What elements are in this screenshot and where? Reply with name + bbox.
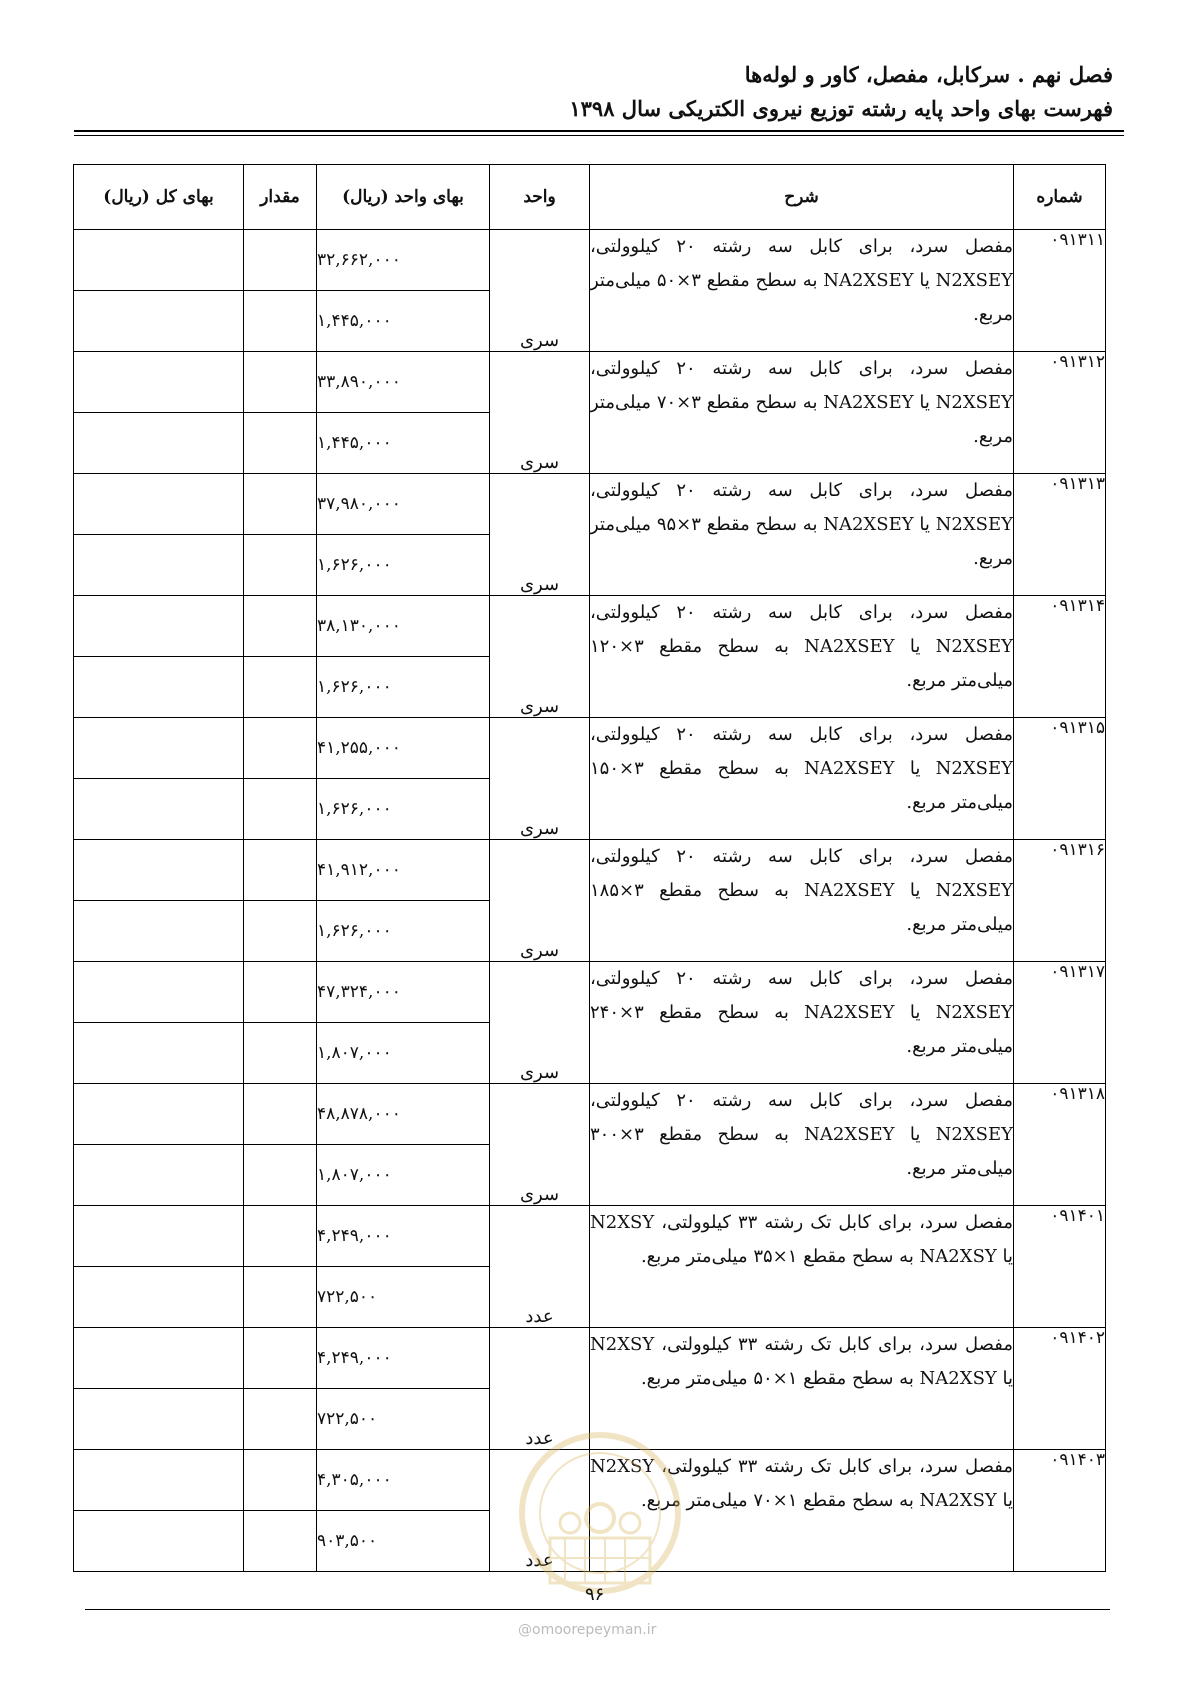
item-quantity-cell: [244, 779, 317, 840]
item-unit-price-secondary: ۷۲۲,۵۰۰: [317, 1389, 490, 1450]
item-unit: عدد: [490, 1450, 590, 1572]
item-code: ۰۹۱۳۱۷: [1014, 962, 1106, 1084]
item-unit-price-primary: ۴۸,۸۷۸,۰۰۰: [317, 1084, 490, 1145]
item-quantity-cell: [244, 1084, 317, 1145]
item-quantity-cell: [244, 840, 317, 901]
header-desc: شرح: [590, 165, 1014, 230]
item-quantity-cell: [244, 1328, 317, 1389]
item-unit-price-secondary: ۱,۴۴۵,۰۰۰: [317, 291, 490, 352]
item-description: مفصل سرد، برای کابل سه رشته ۲۰ کیلوولتی، N2XSEY یا NA2XSEY به سطح مقطع ۳×۹۵ میلی‌متر مربع.: [590, 474, 1014, 596]
item-unit: سری: [490, 718, 590, 840]
item-total-cell: [74, 1206, 244, 1267]
item-unit: سری: [490, 1084, 590, 1206]
document-subtitle: فهرست بهای واحد پایه رشته توزیع نیروی الکتریکی سال ۱۳۹۸: [569, 96, 1113, 121]
item-unit-price-primary: ۴,۲۴۹,۰۰۰: [317, 1328, 490, 1389]
item-description: مفصل سرد، برای کابل سه رشته ۲۰ کیلوولتی، N2XSEY یا NA2XSEY به سطح مقطع ۳×۱۵۰ میلی‌متر مربع.: [590, 718, 1014, 840]
table-body: [74, 230, 1106, 1572]
table-row: [74, 840, 1106, 901]
table-row: [74, 474, 1106, 535]
table-row: [74, 230, 1106, 291]
item-quantity-cell: [244, 1389, 317, 1450]
item-description: مفصل سرد، برای کابل سه رشته ۲۰ کیلوولتی، N2XSEY یا NA2XSEY به سطح مقطع ۳×۳۰۰ میلی‌متر مربع.: [590, 1084, 1014, 1206]
item-unit-price-primary: ۴۱,۲۵۵,۰۰۰: [317, 718, 490, 779]
table-header-row: [74, 165, 1106, 230]
item-code: ۰۹۱۴۰۲: [1014, 1328, 1106, 1450]
item-quantity-cell: [244, 1145, 317, 1206]
item-code: ۰۹۱۳۱۸: [1014, 1084, 1106, 1206]
item-description: مفصل سرد، برای کابل سه رشته ۲۰ کیلوولتی، N2XSEY یا NA2XSEY به سطح مقطع ۳×۷۰ میلی‌متر مربع.: [590, 352, 1014, 474]
item-description: مفصل سرد، برای کابل سه رشته ۲۰ کیلوولتی، N2XSEY یا NA2XSEY به سطح مقطع ۳×۱۲۰ میلی‌متر مربع.: [590, 596, 1014, 718]
item-quantity-cell: [244, 1450, 317, 1511]
item-code: ۰۹۱۳۱۴: [1014, 596, 1106, 718]
item-quantity-cell: [244, 352, 317, 413]
table-row: [74, 1206, 1106, 1267]
item-total-cell: [74, 1023, 244, 1084]
item-code: ۰۹۱۳۱۳: [1014, 474, 1106, 596]
price-table: [73, 164, 1106, 1572]
table-row: [74, 1328, 1106, 1389]
item-unit-price-primary: ۴۱,۹۱۲,۰۰۰: [317, 840, 490, 901]
item-total-cell: [74, 1267, 244, 1328]
item-total-cell: [74, 596, 244, 657]
item-unit: عدد: [490, 1206, 590, 1328]
item-unit-price-primary: ۴,۲۴۹,۰۰۰: [317, 1206, 490, 1267]
item-unit: سری: [490, 474, 590, 596]
item-total-cell: [74, 413, 244, 474]
footer-rule: [85, 1609, 1110, 1610]
item-total-cell: [74, 1145, 244, 1206]
item-total-cell: [74, 962, 244, 1023]
item-unit: سری: [490, 352, 590, 474]
item-quantity-cell: [244, 657, 317, 718]
table-row: [74, 718, 1106, 779]
item-description: مفصل سرد، برای کابل سه رشته ۲۰ کیلوولتی، N2XSEY یا NA2XSEY به سطح مقطع ۳×۲۴۰ میلی‌متر مربع.: [590, 962, 1014, 1084]
item-code: ۰۹۱۳۱۱: [1014, 230, 1106, 352]
item-unit-price-secondary: ۱,۶۲۶,۰۰۰: [317, 901, 490, 962]
item-unit-price-primary: ۳۲,۶۶۲,۰۰۰: [317, 230, 490, 291]
item-unit-price-primary: ۳۸,۱۳۰,۰۰۰: [317, 596, 490, 657]
item-total-cell: [74, 535, 244, 596]
header-total-price: بهای کل (ریال): [74, 165, 244, 230]
item-unit-price-primary: ۴۷,۳۲۴,۰۰۰: [317, 962, 490, 1023]
item-total-cell: [74, 1511, 244, 1572]
item-total-cell: [74, 901, 244, 962]
item-unit-price-primary: ۳۳,۸۹۰,۰۰۰: [317, 352, 490, 413]
item-quantity-cell: [244, 230, 317, 291]
header-quantity: مقدار: [244, 165, 317, 230]
table-row: [74, 352, 1106, 413]
header-unit-price: بهای واحد (ریال): [317, 165, 490, 230]
site-watermark: @omoorepeyman.ir: [518, 1622, 657, 1638]
item-quantity-cell: [244, 1267, 317, 1328]
item-total-cell: [74, 1450, 244, 1511]
item-code: ۰۹۱۴۰۱: [1014, 1206, 1106, 1328]
item-total-cell: [74, 718, 244, 779]
page-number: ۹۶: [585, 1584, 605, 1605]
item-description: مفصل سرد، برای کابل تک رشته ۳۳ کیلوولتی، N2XSY یا NA2XSY به سطح مقطع ۱×۷۰ میلی‌متر مربع.: [590, 1450, 1014, 1572]
item-total-cell: [74, 840, 244, 901]
item-unit: عدد: [490, 1328, 590, 1450]
item-description: مفصل سرد، برای کابل سه رشته ۲۰ کیلوولتی، N2XSEY یا NA2XSEY به سطح مقطع ۳×۵۰ میلی‌متر مربع.: [590, 230, 1014, 352]
item-unit-price-secondary: ۱,۶۲۶,۰۰۰: [317, 657, 490, 718]
item-quantity-cell: [244, 1206, 317, 1267]
item-total-cell: [74, 779, 244, 840]
table-row: [74, 962, 1106, 1023]
item-quantity-cell: [244, 962, 317, 1023]
item-description: مفصل سرد، برای کابل سه رشته ۲۰ کیلوولتی، N2XSEY یا NA2XSEY به سطح مقطع ۳×۱۸۵ میلی‌متر مربع.: [590, 840, 1014, 962]
item-description: مفصل سرد، برای کابل تک رشته ۳۳ کیلوولتی، N2XSY یا NA2XSY به سطح مقطع ۱×۵۰ میلی‌متر مربع.: [590, 1328, 1014, 1450]
item-unit-price-secondary: ۷۲۲,۵۰۰: [317, 1267, 490, 1328]
item-total-cell: [74, 1389, 244, 1450]
item-unit-price-secondary: ۹۰۳,۵۰۰: [317, 1511, 490, 1572]
item-total-cell: [74, 352, 244, 413]
item-unit-price-secondary: ۱,۶۲۶,۰۰۰: [317, 779, 490, 840]
item-total-cell: [74, 657, 244, 718]
item-unit-price-secondary: ۱,۴۴۵,۰۰۰: [317, 413, 490, 474]
chapter-title: فصل نهم . سرکابل، مفصل، کاور و لوله‌ها: [744, 62, 1113, 87]
item-quantity-cell: [244, 596, 317, 657]
page-header: [73, 58, 1113, 126]
item-unit-price-primary: ۳۷,۹۸۰,۰۰۰: [317, 474, 490, 535]
item-code: ۰۹۱۳۱۲: [1014, 352, 1106, 474]
item-quantity-cell: [244, 474, 317, 535]
item-quantity-cell: [244, 413, 317, 474]
header-rule-thin: [74, 135, 1124, 136]
item-unit-price-secondary: ۱,۶۲۶,۰۰۰: [317, 535, 490, 596]
item-unit: سری: [490, 962, 590, 1084]
item-total-cell: [74, 1084, 244, 1145]
item-unit-price-secondary: ۱,۸۰۷,۰۰۰: [317, 1023, 490, 1084]
item-quantity-cell: [244, 291, 317, 352]
table-row: [74, 1084, 1106, 1145]
item-quantity-cell: [244, 901, 317, 962]
item-code: ۰۹۱۳۱۶: [1014, 840, 1106, 962]
item-quantity-cell: [244, 1511, 317, 1572]
item-total-cell: [74, 474, 244, 535]
item-quantity-cell: [244, 535, 317, 596]
item-code: ۰۹۱۳۱۵: [1014, 718, 1106, 840]
item-unit-price-secondary: ۱,۸۰۷,۰۰۰: [317, 1145, 490, 1206]
item-description: مفصل سرد، برای کابل تک رشته ۳۳ کیلوولتی، N2XSY یا NA2XSY به سطح مقطع ۱×۳۵ میلی‌متر مربع.: [590, 1206, 1014, 1328]
item-unit: سری: [490, 230, 590, 352]
item-unit: سری: [490, 596, 590, 718]
item-quantity-cell: [244, 718, 317, 779]
item-total-cell: [74, 1328, 244, 1389]
header-unit: واحد: [490, 165, 590, 230]
header-code: شماره: [1014, 165, 1106, 230]
item-unit: سری: [490, 840, 590, 962]
item-total-cell: [74, 291, 244, 352]
table-row: [74, 596, 1106, 657]
item-code: ۰۹۱۴۰۳: [1014, 1450, 1106, 1572]
item-total-cell: [74, 230, 244, 291]
item-unit-price-primary: ۴,۳۰۵,۰۰۰: [317, 1450, 490, 1511]
header-rule-thick: [74, 130, 1124, 132]
item-quantity-cell: [244, 1023, 317, 1084]
